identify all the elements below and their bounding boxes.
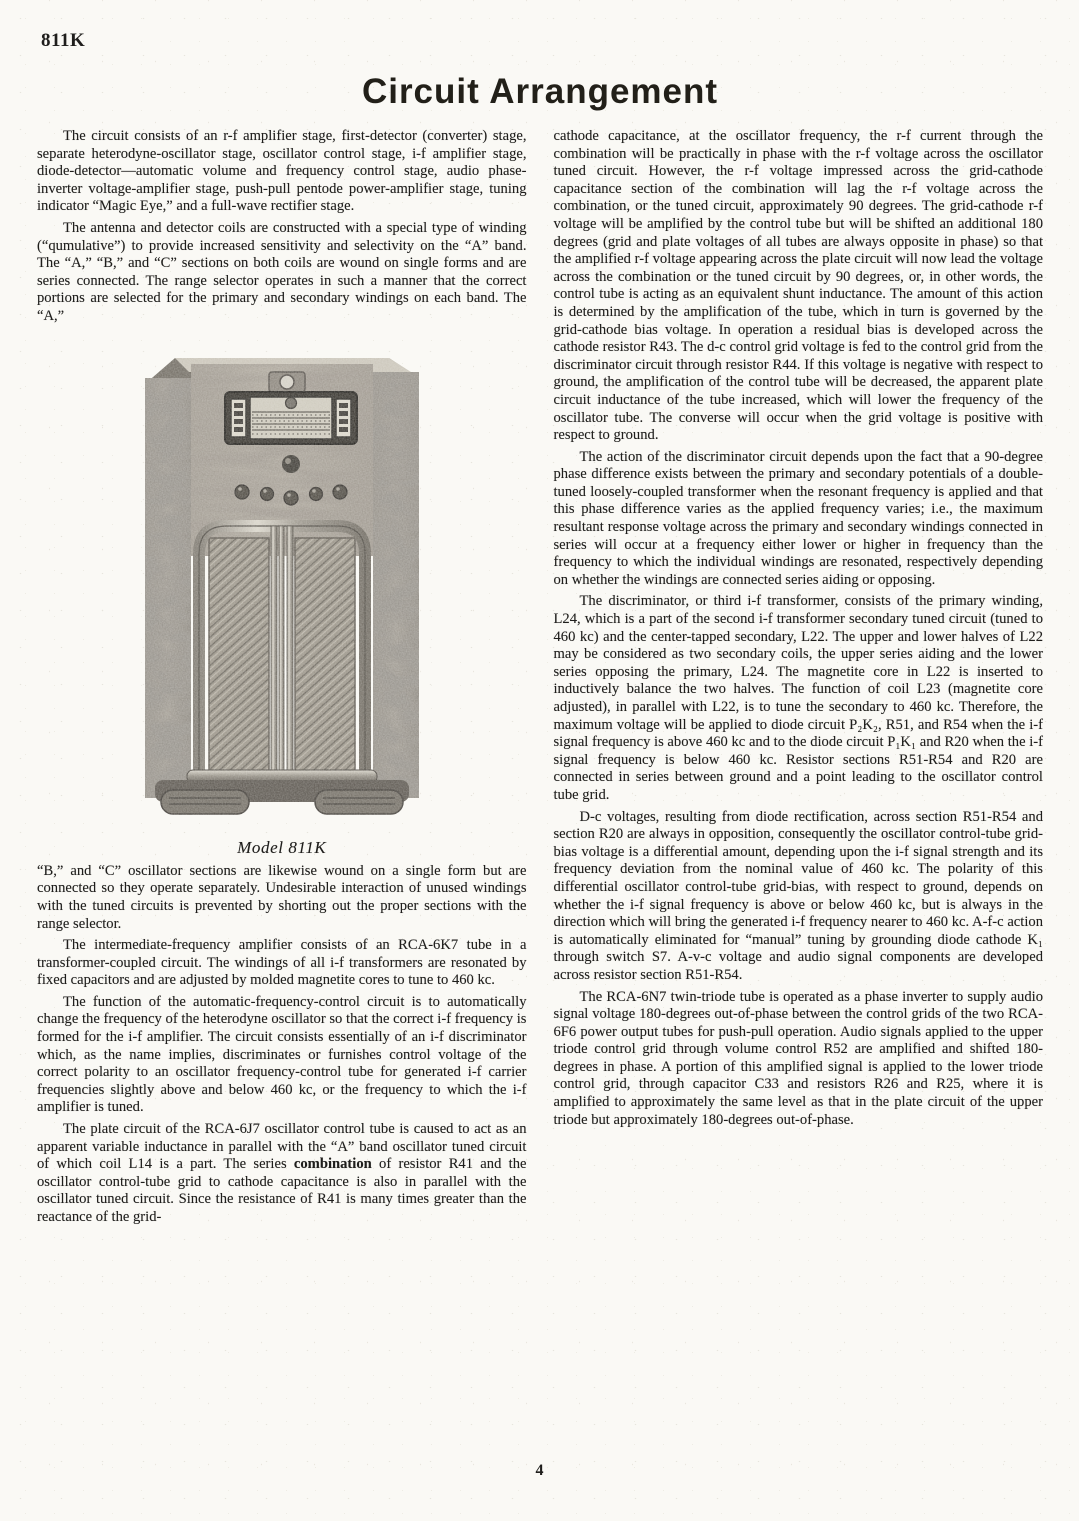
paragraph bbox=[37, 1121, 527, 1227]
paragraph: The discriminator, or third i-f transformer, consists of the primary winding, L24, which is a part of the second i-f transformer secondary tuned circuit (tuned to 460 kc) and the center-tapped secondary, L22. The upper and lower halves of L22 may be considered as two secondary coils, the upper series aiding and the lower series opposing the primary, L24. The magnetite core in L22 is inserted to inductively balance the two halves. The function of coil L23 (magnetite core adjusted), in parallel with L22, is to tune the secondary to 460 kc. Therefore, the maximum voltage will be applied to diode circuit P₂K₂, R51, and R54 when the i-f signal frequency is above 460 kc and to the diode circuit P₁K₁ and R20 when the i-f signal frequency is below 460 kc. Resistor sections R51-R54 and R20 are connected in series between ground and a point leading to the oscillator control tube grid. bbox=[553, 593, 1043, 803]
paragraph: cathode capacitance, at the oscillator frequency, the r-f current through the combination will be practically in phase with the r-f voltage across the oscillator tuned circuit. However, the r-f voltage impressed across the grid-cathode capacitance section of the combination will lag the r-f voltage across the combination, or the tuned circuit, approximately 90 degrees. The grid-cathode r-f voltage will be amplified by the control tube but will be shifted an additional 180 degrees (grid and plate voltages of all tubes are always opposite in phase) so that the amplified r-f voltage appearing across the plate circuit will now lead the voltage across the combination or the tuned circuit by 90 degrees, or, in other words, the control tube is acting as an equivalent shunt inductance. The amount of this action is determined by the amplification of the tube, which in turn is governed by the grid-cathode bias voltage. In operation a residual bias is developed across the cathode resistor R43. The d-c control grid voltage is fed to the control grid from the discriminator circuit through resistor R44. If this voltage is negative with respect to ground, the amplification of the control tube will be decreased, the apparent plate circuit inductance of the tube increased, which will lower the frequency of the oscillator tube. The converse will occur when the grid voltage is positive with respect to ground. bbox=[553, 128, 1043, 444]
paragraph: The RCA-6N7 twin-triode tube is operated as a phase inverter to supply audio signal voltage 180-degrees out-of-phase between the control grids of the two RCA-6F6 power output tubes for push-pull operation. Audio signals applied to the upper triode control grid through volume control R52 are amplified and shifted 180-degrees in phase. A portion of this amplified signal is applied to the lower triode control grid, through capacitor C33 and resistors R26 and R25, where it is amplified to approximately the same level as that in the plate circuit of the upper triode but approximately 180-degrees out-of-phase. bbox=[553, 988, 1043, 1128]
radio-console-photo bbox=[129, 342, 435, 818]
paragraph: The action of the discriminator circuit depends upon the fact that a 90-degree phase difference exists between the primary and secondary potentials of a double-tuned loosely-coupled transformer when the resonant frequency is applied and that this phase difference varies as the applied frequency varies; i.e., the maximum resultant response voltage across the primary and secondary windings connected in series will occur at a frequency either lower or higher in frequency than the frequency to which the individual windings are resonated, respectively depending on whether the windings are connected series aiding or opposing. bbox=[553, 448, 1043, 588]
paragraph: “B,” and “C” oscillator sections are likewise wound on a single form but are connected so they operate separately. Undesirable interaction of unused windings with the tuned circuits is prevented by shorting out the proper sections with the range selector. bbox=[37, 862, 527, 932]
page-number: 4 bbox=[535, 1462, 544, 1479]
emphasized-word: combination bbox=[293, 1156, 372, 1173]
paragraph-text: The plate circuit of the RCA-6J7 oscillator control tube is caused to act as an apparent variable inductance in parallel with the “A” band oscillator tuned circuit of which coil L14 is a part. The series bbox=[37, 1121, 527, 1173]
paragraph: The intermediate-frequency amplifier consists of an RCA-6K7 tube in a transformer-coupled circuit. The windings of all i-f transformers are resonated by fixed capacitors and are adjusted by molded magnetite cores to tune to 460 kc. bbox=[37, 937, 527, 989]
two-column-layout bbox=[37, 128, 1043, 1231]
model-number-header: 811K bbox=[41, 30, 86, 51]
paragraph-text: of resistor R41 and the oscillator control-tube grid to cathode capacitance is also in parallel with the oscillator tuned circuit. Since the resistance of R41 is many times greater than the reactance of the grid- bbox=[37, 1156, 527, 1225]
paragraph: The circuit consists of an r-f amplifier stage, first-detector (converter) stage, separate heterodyne-oscillator stage, oscillator control stage, i-f amplifier stage, diode-detector—automatic volume and frequency control stage, audio phase-inverter voltage-amplifier stage, push-pull pentode power-amplifier stage, tuning indicator “Magic Eye,” and a full-wave rectifier stage. bbox=[37, 128, 527, 215]
photo-caption: Model 811K bbox=[237, 838, 327, 858]
paragraph: The antenna and detector coils are constructed with a special type of winding (“qumulative”) to provide increased sensitivity and selectivity on the “A” band. The “A,” “B,” and “C” sections on both coils are wound on single forms and are series connected. The range selector operates in such a manner that the correct portions are selected for the primary and secondary windings on each band. The “A,” bbox=[37, 219, 527, 324]
radio-console-figure bbox=[129, 342, 435, 857]
paragraph: The function of the automatic-frequency-control circuit is to automatically change the frequency of the heterodyne oscillator so that the correct i-f frequency is formed for the i-f amplifier. The circuit consists essentially of an i-f discriminator which, as the name implies, discriminates or furnishes control voltage of the correct polarity to an oscillator frequency-control tube for generated i-f carrier frequencies slightly above and below 460 kc, or the frequency to which the i-f amplifier is tuned. bbox=[37, 993, 527, 1116]
left-column bbox=[37, 128, 527, 1231]
right-column bbox=[554, 128, 1044, 1231]
paragraph: D-c voltages, resulting from diode rectification, across section R51-R54 and section R20 are always in opposition, consequently the oscillator control-tube grid-bias voltage is a differential amount, depending upon the i-f signal strength and its frequency deviation from the nominal value of 460 kc. The polarity of this differential oscillator control-tube grid-bias, with respect to ground, depends on whether the i-f signal frequency is above or below 460 kc, but is always in the direction which will bring the generated i-f frequency nearer to 460 kc. A-f-c action is automatically eliminated for “manual” tuning by grounding diode cathode K₁ through switch S7. A-v-c voltage and audio signal components are developed across resistor section R51-R54. bbox=[553, 808, 1043, 983]
page-title: Circuit Arrangement bbox=[361, 72, 719, 111]
